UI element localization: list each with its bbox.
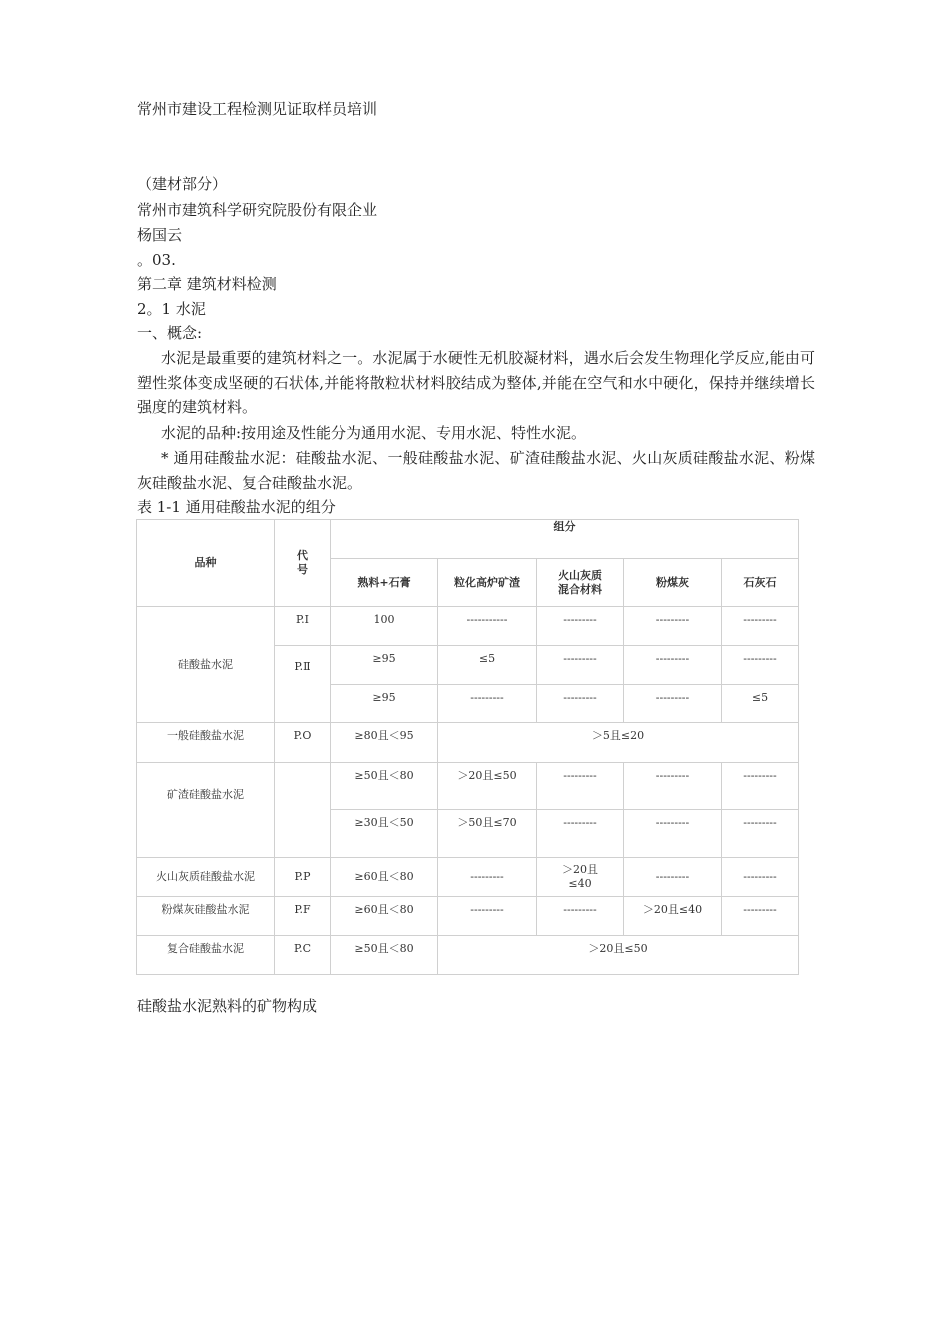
row-label-pozzolanic	[137, 858, 275, 897]
cell-r6-c4: ---------	[624, 810, 722, 858]
header-limestone: 石灰石	[722, 559, 799, 607]
header-pozzolan-text: 火山灰质混合材料	[558, 568, 602, 596]
cell-r5-c4: ---------	[624, 763, 722, 810]
cell-r7-c1: ≥60且＜80	[331, 858, 438, 897]
cell-r2-c3: ---------	[537, 646, 624, 685]
cell-r8-c2: ---------	[438, 897, 537, 936]
cell-r5-c1: ≥50且＜80	[331, 763, 438, 810]
header-slag-text: 粒化高炉矿渣	[454, 575, 520, 589]
cell-po-mix: ＞5且≤20	[438, 723, 799, 763]
doc-title: 常州市建设工程检测见证取样员培训	[137, 100, 378, 118]
header-clinker-gypsum: 熟料+石膏	[331, 559, 438, 607]
cell-r5-c2: ＞20且≤50	[438, 763, 537, 810]
cell-r3-c3: ---------	[537, 685, 624, 723]
cell-r3-c1: ≥95	[331, 685, 438, 723]
header-code	[275, 520, 331, 607]
code-ps-blank	[275, 763, 331, 810]
cell-r9-c1: ≥50且＜80	[331, 936, 438, 975]
cell-r5-c5: ---------	[722, 763, 799, 810]
cell-r8-c4: ＞20且≤40	[624, 897, 722, 936]
code-pp: P.P	[275, 858, 331, 897]
cell-r1-c4: ---------	[624, 607, 722, 646]
cell-r6-c3: ---------	[537, 810, 624, 858]
cell-r6-c2: ＞50且≤70	[438, 810, 537, 858]
cell-r3-c4: ---------	[624, 685, 722, 723]
paragraph-varieties: 水泥的品种:按用途及性能分为通用水泥、专用水泥、特性水泥。	[161, 424, 587, 442]
table-caption: 表 1-1 通用硅酸盐水泥的组分	[137, 498, 336, 516]
code-pii: P.Ⅱ	[275, 646, 331, 723]
cell-r7-c3	[537, 858, 624, 897]
cell-r8-c3: ---------	[537, 897, 624, 936]
cell-r1-c1: 100	[331, 607, 438, 646]
header-fly-ash: 粉煤灰	[624, 559, 722, 607]
cell-r1-c2: -----------	[438, 607, 537, 646]
header-pozzolan	[537, 559, 624, 607]
cell-r5-c3: ---------	[537, 763, 624, 810]
cell-r8-c5: ---------	[722, 897, 799, 936]
cell-r6-c5: ---------	[722, 810, 799, 858]
row-label-portland: 硅酸盐水泥	[137, 607, 275, 723]
cell-r1-c5: ---------	[722, 607, 799, 646]
cell-r7-c2: ---------	[438, 858, 537, 897]
header-components: 组分	[331, 520, 799, 559]
code-ps-blank-2	[275, 810, 331, 858]
cell-r6-c1: ≥30且＜50	[331, 810, 438, 858]
row-label-pozzolanic-text: 火山灰质硅酸盐水泥	[156, 870, 255, 883]
cell-r2-c2: ≤5	[438, 646, 537, 685]
cell-po-c1: ≥80且＜95	[331, 723, 438, 763]
header-variety: 品种	[137, 520, 275, 607]
code-pc: P.C	[275, 936, 331, 975]
cell-r7-c4: ---------	[624, 858, 722, 897]
row-label-composite: 复合硅酸盐水泥	[137, 936, 275, 975]
paragraph-definition: 水泥是最重要的建筑材料之一。水泥属于水硬性无机胶凝材料，遇水后会发生物理化学反应,能由可塑性浆体变成坚硬的石状体,并能将散粒状材料胶结成为整体,并能在空气和水中硬化，保持并继续增长强度的建筑材料。	[137, 349, 815, 416]
cell-r1-c3: ---------	[537, 607, 624, 646]
chapter-heading: 第二章 建筑材料检测	[137, 275, 277, 293]
row-label-slag: 矿渣硅酸盐水泥	[137, 763, 275, 858]
footer-heading: 硅酸盐水泥熟料的矿物构成	[137, 997, 318, 1015]
cell-r9-mix: ＞20且≤50	[438, 936, 799, 975]
cell-r2-c5: ---------	[722, 646, 799, 685]
cell-r7-c3-text: ＞20且≤40	[562, 863, 598, 890]
row-label-ordinary: 一般硅酸盐水泥	[137, 723, 275, 763]
paragraph-common-cements: * 通用硅酸盐水泥：硅酸盐水泥、一般硅酸盐水泥、矿渣硅酸盐水泥、火山灰质硅酸盐水泥、粉煤灰硅酸盐水泥、复合硅酸盐水泥。	[137, 449, 815, 492]
concept-heading: 一、概念:	[137, 324, 203, 342]
row-label-flyash: 粉煤灰硅酸盐水泥	[137, 897, 275, 936]
code-po: P.O	[275, 723, 331, 763]
cell-r3-c2: ---------	[438, 685, 537, 723]
cell-r2-c4: ---------	[624, 646, 722, 685]
header-code-text: 代号	[297, 549, 308, 576]
cell-r3-c5: ≤5	[722, 685, 799, 723]
cell-r8-c1: ≥60且＜80	[331, 897, 438, 936]
doc-organization: 常州市建筑科学研究院股份有限企业	[137, 201, 378, 219]
cell-r2-c1: ≥95	[331, 646, 438, 685]
doc-author: 杨国云	[137, 226, 183, 244]
doc-date: 。03.	[137, 251, 176, 269]
code-pi: P.Ⅰ	[275, 607, 331, 646]
cement-composition-table	[136, 519, 798, 974]
doc-section: （建材部分）	[137, 175, 228, 193]
code-pf: P.F	[275, 897, 331, 936]
header-slag	[438, 559, 537, 607]
cell-r7-c5: ---------	[722, 858, 799, 897]
section-heading: 2。1 水泥	[137, 300, 206, 318]
